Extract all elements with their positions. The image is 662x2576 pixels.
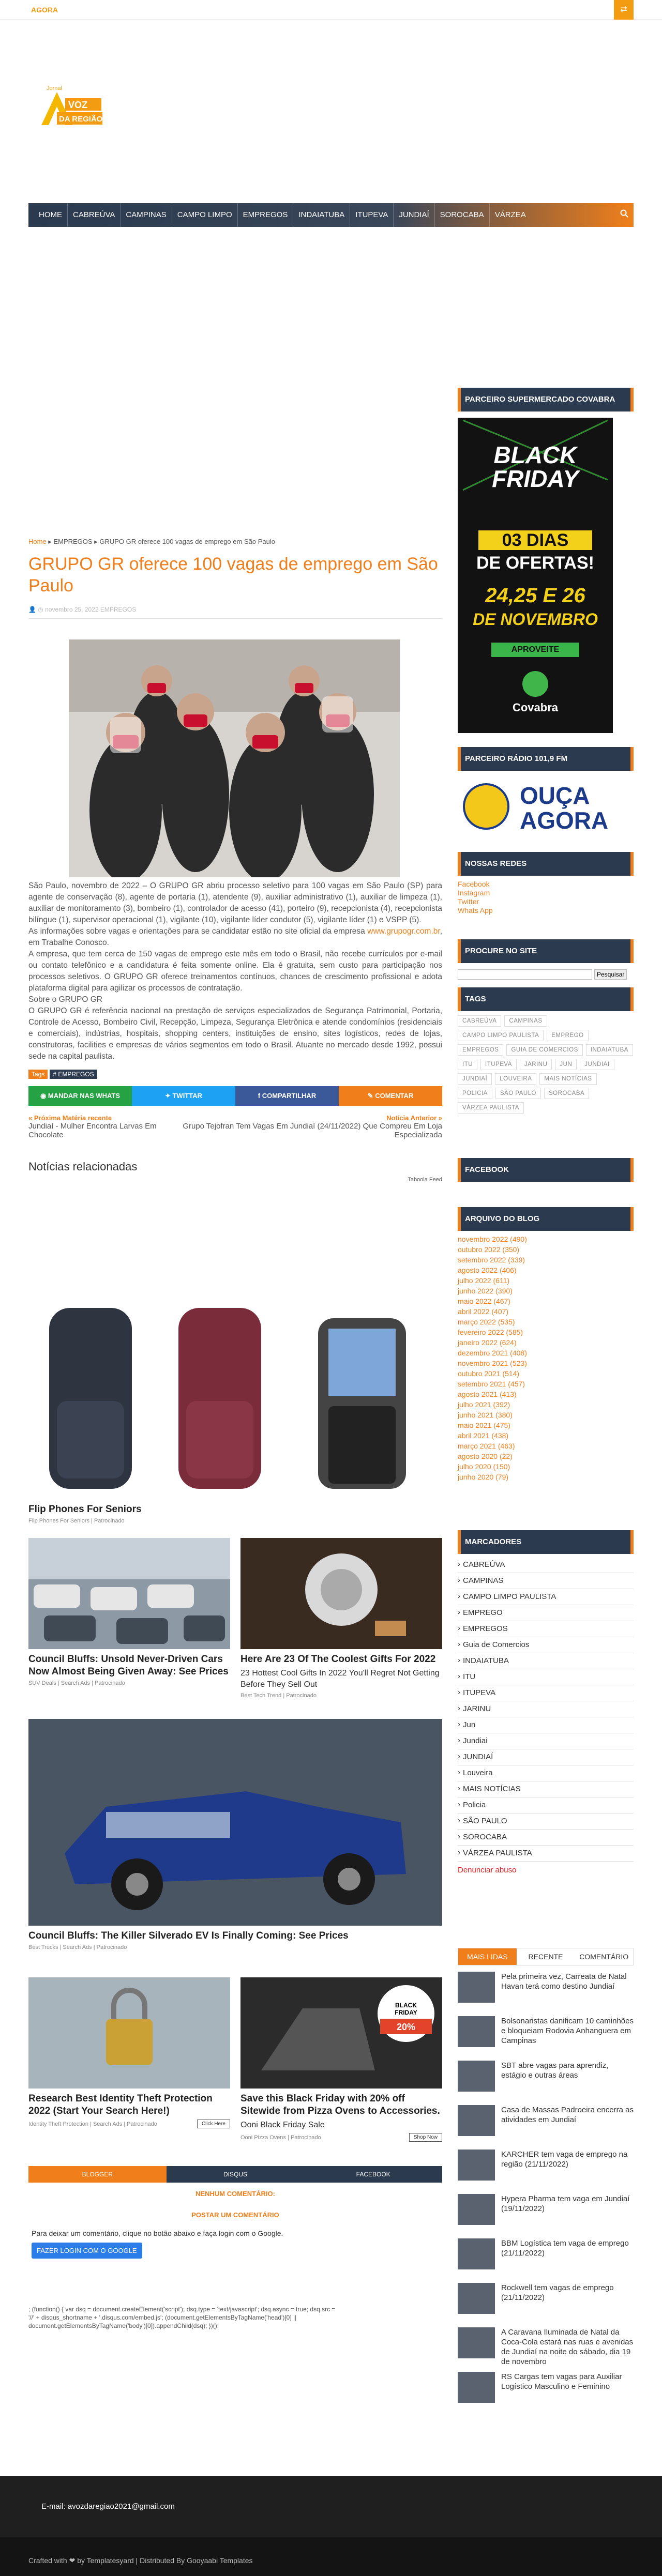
nav-campo-limpo[interactable]: CAMPO LIMPO	[172, 203, 238, 227]
covabra-logo-icon	[522, 671, 548, 697]
tag-item[interactable]: JARINU	[520, 1059, 552, 1070]
marker-item[interactable]: › EMPREGO	[458, 1605, 634, 1621]
popular-thumbnail	[458, 2194, 495, 2225]
comment-button[interactable]: ✎ COMENTAR	[339, 1086, 442, 1106]
widget-header: TAGS	[458, 987, 634, 1011]
archive-item[interactable]: agosto 2020 (22)	[458, 1452, 513, 1460]
ad-title[interactable]: Flip Phones For Seniors	[28, 1504, 142, 1515]
marker-item[interactable]: › ITUPEVA	[458, 1685, 634, 1701]
svg-text:BLACK: BLACK	[395, 2002, 417, 2009]
crumb-home[interactable]: Home	[28, 538, 47, 545]
nav-jundiai[interactable]: JUNDIAÍ	[394, 203, 434, 227]
ad-title[interactable]: Save this Black Friday with 20% off Sitewide from Pizza Ovens to Accessories.	[240, 2093, 440, 2116]
post-title: GRUPO GR oferece 100 vagas de emprego em São Paulo	[28, 554, 438, 596]
post-navigation	[28, 1114, 442, 1139]
social-twitter-link[interactable]: Twitter	[458, 897, 479, 906]
post-paragraph: A empresa, que tem cerca de 150 vagas de emprego este mês em todo o Brasil, não recebe currículos por e-mail ou contato telefônico e a candidatura é feita somente online. Ela é gratuita, sem custo para participação nos processos seletivos. O GRUPO GR oferece treinamentos contínuos, chances de crescimento profissional e adota plataforma digital para agilizar os processos de contratação.	[28, 950, 442, 993]
popular-thumbnail	[458, 2327, 495, 2358]
archive-item[interactable]: outubro 2021 (514)	[458, 1369, 520, 1378]
widget-header: PROCURE NO SITE	[458, 939, 634, 963]
tag-item[interactable]: JUN	[555, 1059, 577, 1070]
marker-item[interactable]: › VÁRZEA PAULISTA	[458, 1846, 634, 1862]
author-icon: 👤	[28, 606, 36, 613]
banner-month: DE NOVEMBRO	[473, 610, 598, 629]
marker-item[interactable]: › INDAIATUBA	[458, 1653, 634, 1669]
ad-card[interactable]	[240, 1538, 442, 1699]
post-paragraph: O GRUPO GR é referência nacional na prestação de serviços especializados de Segurança Patrimonial, Portaria, Controle de Acesso, Bombeiro Civil, Recepção, Limpeza, Segurança Eletrônica e atende condomínios (residenciais e comerciais), indústrias, hospitais, shopping centers, instituições de ensino, sites logísticos, redes de lojas, construtoras, facilities e empresas de vários segmentos em todo o Brasil. Atuante no mercado desde 1992, possui sede na capital paulista.	[28, 1007, 442, 1061]
archive-item[interactable]: setembro 2021 (457)	[458, 1380, 525, 1388]
ad-description: Ooni Black Friday Sale	[240, 2121, 325, 2129]
widget-header: PARCEIRO SUPERMERCADO COVABRA	[458, 388, 634, 411]
tab-disqus[interactable]: DISQUS	[167, 2166, 305, 2183]
popular-thumbnail	[458, 2061, 495, 2092]
marker-item[interactable]: › EMPREGOS	[458, 1621, 634, 1637]
archive-item[interactable]: novembro 2021 (523)	[458, 1359, 527, 1367]
ad-card[interactable]	[28, 1538, 230, 1686]
nav-sorocaba[interactable]: SOROCABA	[435, 203, 490, 227]
tab-facebook[interactable]: FACEBOOK	[304, 2166, 442, 2183]
sidebar-partner1	[458, 388, 634, 733]
popular-item[interactable]	[458, 2194, 634, 2232]
radio-logo-icon	[463, 783, 509, 830]
post-paragraph: Sobre o GRUPO GR	[28, 995, 102, 1004]
banner-dates: 24,25 E 26	[485, 584, 585, 607]
tag-item[interactable]: ITUPEVA	[480, 1059, 517, 1070]
share-facebook-button[interactable]: f COMPARTILHAR	[235, 1086, 339, 1106]
post-date: novembro 25, 2022 EMPREGOS	[45, 606, 137, 613]
marker-item[interactable]: › Louveira	[458, 1765, 634, 1781]
archive-list	[458, 1234, 634, 1482]
ad-image	[240, 1538, 442, 1649]
markers-list	[458, 1557, 634, 1862]
tab-recent[interactable]: RECENTE	[528, 1953, 563, 1961]
svg-text:20%: 20%	[396, 2022, 416, 2032]
report-abuse-link[interactable]: Denunciar abuso	[458, 1866, 517, 1874]
tag-item[interactable]: EMPREGO	[547, 1030, 588, 1041]
post-meta	[28, 606, 442, 619]
archive-item[interactable]: junho 2020 (79)	[458, 1473, 509, 1481]
popular-tabs	[458, 1948, 634, 1965]
social-facebook-link[interactable]: Facebook	[458, 880, 490, 888]
footer-email: E-mail: avozdaregiao2021@gmail.com	[41, 2502, 175, 2511]
popular-item[interactable]	[458, 2150, 634, 2188]
popular-item[interactable]	[458, 2283, 634, 2321]
tab-blogger[interactable]: BLOGGER	[28, 2166, 167, 2183]
sidebar-popular	[458, 1948, 634, 2410]
site-search-input[interactable]	[458, 969, 592, 980]
popular-item[interactable]	[458, 2372, 634, 2410]
taboola-label[interactable]: Taboola Feed	[408, 1177, 442, 1183]
archive-item[interactable]: maio 2022 (467)	[458, 1297, 510, 1305]
popular-title[interactable]: KARCHER tem vaga de emprego na região (21/11/2022)	[501, 2150, 628, 2169]
archive-item[interactable]: março 2021 (463)	[458, 1442, 515, 1450]
popular-item[interactable]	[458, 2327, 634, 2366]
footer	[0, 2476, 662, 2576]
banner-cta: APROVEITE	[491, 643, 579, 657]
marker-item[interactable]: › Jundiai	[458, 1733, 634, 1749]
sidebar-partner2	[458, 747, 634, 834]
ad-title[interactable]: Here Are 23 Of The Coolest Gifts For 2022	[240, 1654, 436, 1665]
svg-text:Jornal: Jornal	[47, 85, 62, 92]
google-login-button[interactable]: FAZER LOGIN COM O GOOGLE	[32, 2243, 142, 2259]
sidebar-search	[458, 939, 634, 980]
tag-item[interactable]: LOUVEIRA	[495, 1073, 536, 1085]
archive-item[interactable]: junho 2021 (380)	[458, 1411, 513, 1419]
popular-item[interactable]	[458, 2061, 634, 2099]
sidebar-markers	[458, 1530, 634, 1874]
nav-empregos[interactable]: EMPREGOS	[238, 203, 294, 227]
svg-text:DA REGIÃO: DA REGIÃO	[59, 115, 103, 124]
banner-offers: DE OFERTAS!	[476, 553, 594, 573]
post-image	[69, 639, 400, 877]
banner-black: BLACK	[493, 441, 577, 468]
popular-title[interactable]: BBM Logística tem vaga de emprego (21/11/2022)	[501, 2239, 629, 2258]
archive-item[interactable]: outubro 2022 (350)	[458, 1245, 520, 1254]
ad-source: Flip Phones For Seniors | Patrocinado	[28, 1518, 125, 1524]
archive-item[interactable]: dezembro 2021 (408)	[458, 1349, 527, 1357]
archive-item[interactable]: junho 2022 (390)	[458, 1287, 513, 1295]
tag-item[interactable]: ITU	[458, 1059, 477, 1070]
radio-slogan: OUÇA AGORA	[520, 782, 609, 834]
tag-item[interactable]: INDAIATUBA	[586, 1044, 633, 1056]
marker-item[interactable]: › CAMPO LIMPO PAULISTA	[458, 1589, 634, 1605]
popular-title[interactable]: A Caravana Iluminada de Natal da Coca-Cola estará nas ruas e avenidas de Jundiaí na noite do sábado, dia 19 de novembro	[501, 2328, 634, 2366]
topbar-label[interactable]: AGORA	[31, 6, 58, 14]
prev-post[interactable]: Notícia Anterior » Grupo Tejofran Tem Vagas Em Jundiaí (24/11/2022) Que Compreu Em Loja Especializada	[183, 1114, 442, 1139]
tag-item[interactable]: JUNDIAÍ	[458, 1073, 492, 1085]
ad-source: Ooni Pizza Ovens | Patrocinado	[240, 2134, 321, 2141]
popular-thumbnail	[458, 2105, 495, 2136]
marker-item[interactable]: › CAMPINAS	[458, 1573, 634, 1589]
ad-source: Best Trucks | Search Ads | Patrocinado	[28, 1944, 127, 1950]
marker-item[interactable]: › ITU	[458, 1669, 634, 1685]
share-bar	[28, 1086, 442, 1106]
banner-friday: FRIDAY	[492, 465, 579, 492]
post-paragraph: As informações sobre vagas e orientações para se candidatar estão no site oficial da empresa www.grupogr.com.br, em Trabalhe Conosco.	[28, 927, 442, 947]
sidebar-social	[458, 852, 634, 915]
post-area	[28, 538, 442, 1183]
banner-days: 03 DIAS	[478, 530, 592, 550]
ad-title[interactable]: Research Best Identity Theft Protection 2022 (Start Your Search Here!)	[28, 2093, 213, 2116]
ad-cta-button[interactable]: Click Here	[197, 2120, 230, 2128]
tag-item[interactable]: CAMPINAS	[504, 1015, 547, 1027]
comment-hint: Para deixar um comentário, clique no botão abaixo e faça login com o Google.	[32, 2229, 283, 2237]
main-nav	[28, 203, 634, 227]
related-title: Notícias relacionadas	[28, 1160, 138, 1173]
shuffle-icon[interactable]: ⇄	[614, 0, 634, 20]
widget-header: MARCADORES	[458, 1530, 634, 1554]
marker-item[interactable]: › Guia de Comercios	[458, 1637, 634, 1653]
share-twitter-button[interactable]: ✦ TWITTAR	[132, 1086, 235, 1106]
tag-item[interactable]: VÁRZEA PAULISTA	[458, 1102, 524, 1114]
archive-item[interactable]: janeiro 2022 (624)	[458, 1338, 517, 1347]
marker-item[interactable]: › SOROCABA	[458, 1830, 634, 1846]
ad-card[interactable]	[240, 1977, 442, 2142]
widget-header: NOSSAS REDES	[458, 852, 634, 876]
tag-item[interactable]: SOROCABA	[544, 1088, 589, 1099]
breadcrumb: Home ▸ EMPREGOS ▸ GRUPO GR oferece 100 vagas de emprego em São Paulo	[28, 538, 275, 545]
social-instagram-link[interactable]: Instagram	[458, 889, 490, 897]
marker-item[interactable]: › SÃO PAULO	[458, 1813, 634, 1830]
banner-brand: Covabra	[512, 701, 559, 714]
tag-item[interactable]: MAIS NOTÍCIAS	[539, 1073, 596, 1085]
site-logo[interactable]	[36, 83, 103, 132]
popular-item[interactable]	[458, 1972, 634, 2010]
social-whatsapp-link[interactable]: Whats App	[458, 906, 493, 914]
popular-title[interactable]: Rockwell tem vagas de emprego (21/11/2022)	[501, 2283, 614, 2302]
search-icon[interactable]	[620, 209, 628, 220]
archive-item[interactable]: julho 2021 (392)	[458, 1400, 510, 1409]
popular-title[interactable]: Casa de Massas Padroeira encerra as atividades em Jundiaí	[501, 2106, 634, 2124]
archive-item[interactable]: abril 2021 (438)	[458, 1431, 509, 1440]
tag-item[interactable]: CAMPO LIMPO PAULISTA	[458, 1030, 544, 1041]
post-comment-title: POSTAR UM COMENTÁRIO	[191, 2211, 279, 2219]
popular-item[interactable]	[458, 2105, 634, 2143]
tag-empregos[interactable]: # EMPREGOS	[50, 1070, 97, 1079]
popular-item[interactable]	[458, 2238, 634, 2277]
site-search-button[interactable]: Pesquisar	[594, 969, 627, 980]
popular-title[interactable]: Pela primeira vez, Carreata de Natal Havan terá como destino Jundiaí	[501, 1972, 627, 1991]
company-link[interactable]: www.grupogr.com.br	[367, 927, 440, 936]
no-comments-label: NENHUM COMENTÁRIO:	[195, 2190, 275, 2198]
post-paragraph: São Paulo, novembro de 2022 – O GRUPO GR abriu processo seletivo para 100 vagas em São Paulo (SP) para agente de conservação (8), agente de portaria (1), atendente (9), auxiliar administrativo (1), auxiliar de limpeza (1), auxiliar de monitoramento (3), bombeiro (1), controlador de acesso (41), porteiro (9), recepcionista (4), recepcionista bilíngue (1), supervisor operacional (1), vigilante (10), vigilante líder condutor (5), vigilante líder (1) e VSPP (5).	[28, 881, 442, 924]
post-tags	[28, 1070, 442, 1079]
nav-itupeva[interactable]: ITUPEVA	[350, 203, 394, 227]
crumb-category[interactable]: EMPREGOS	[53, 538, 93, 545]
nav-home[interactable]: HOME	[34, 203, 68, 227]
covabra-banner[interactable]	[458, 418, 613, 733]
ad-source: Identity Theft Protection | Search Ads | Patrocinado	[28, 2121, 157, 2127]
next-post[interactable]: « Próxima Matéria recente Jundiaí - Mulher Encontra Larvas Em Chocolate	[28, 1114, 157, 1139]
archive-item[interactable]: novembro 2022 (490)	[458, 1235, 527, 1243]
sidebar-facebook	[458, 1158, 634, 1182]
ad-image	[240, 1977, 442, 2089]
marker-item[interactable]: › CABREÚVA	[458, 1557, 634, 1573]
archive-item[interactable]: julho 2022 (611)	[458, 1276, 510, 1285]
tab-most-read[interactable]: MAIS LIDAS	[458, 1948, 517, 1965]
archive-item[interactable]: abril 2022 (407)	[458, 1307, 509, 1316]
archive-item[interactable]: fevereiro 2022 (585)	[458, 1328, 523, 1336]
marker-item[interactable]: › Jun	[458, 1717, 634, 1733]
ad-title[interactable]: Council Bluffs: Unsold Never-Driven Cars Now Almost Being Given Away: See Prices	[28, 1654, 229, 1677]
tags-label: Tags	[28, 1070, 48, 1079]
disqus-code: ; (function() { var dsq = document.createElement('script'); dsq.type = 'text/javascript'; dsq.async = true; dsq.src = '//' + disqus_shortname + '.disqus.com/embed.js'; (document.getElementsByTagName('head')[0] || document.getElementsByTagName('body')[0]).appendChild(dsq); })();	[28, 2306, 336, 2329]
comments-section	[28, 2166, 442, 2330]
archive-item[interactable]: março 2022 (535)	[458, 1318, 515, 1326]
tag-cloud	[458, 1015, 634, 1114]
clock-icon: ◷	[38, 606, 43, 613]
share-whatsapp-button[interactable]: ◉ MANDAR NAS WHATS	[28, 1086, 132, 1106]
archive-item[interactable]: agosto 2022 (406)	[458, 1266, 517, 1274]
popular-title[interactable]: Hypera Pharma tem vaga em Jundiaí (19/11/2022)	[501, 2194, 630, 2213]
nav-varzea[interactable]: VÁRZEA	[494, 210, 526, 219]
post-body	[28, 880, 442, 1062]
marker-item[interactable]: › JUNDIAÍ	[458, 1749, 634, 1765]
ad-card[interactable]	[28, 1977, 230, 2128]
popular-item[interactable]	[458, 2016, 634, 2054]
popular-thumbnail	[458, 1972, 495, 2003]
radio-banner[interactable]	[458, 778, 634, 834]
tag-item[interactable]: SÃO PAULO	[495, 1088, 541, 1099]
sidebar-tags	[458, 987, 634, 1114]
svg-text:FRIDAY: FRIDAY	[395, 2009, 417, 2016]
tag-item[interactable]: EMPREGOS	[458, 1044, 503, 1056]
ad-card[interactable]	[28, 1298, 442, 1524]
nav-indaiatuba[interactable]: INDAIATUBA	[293, 203, 350, 227]
ad-image	[28, 1538, 230, 1649]
tab-comments[interactable]: COMENTÁRIO	[579, 1953, 629, 1961]
popular-title[interactable]: RS Cargas tem vagas para Auxiliar Logístico Masculino e Feminino	[501, 2372, 622, 2391]
ad-cta-button[interactable]: Shop Now	[409, 2133, 442, 2142]
widget-header: FACEBOOK	[458, 1158, 634, 1182]
ad-image	[28, 1298, 442, 1499]
widget-header: PARCEIRO RÁDIO 101,9 FM	[458, 747, 634, 771]
popular-title[interactable]: SBT abre vagas para aprendiz, estágio e outras áreas	[501, 2061, 609, 2080]
archive-item[interactable]: agosto 2021 (413)	[458, 1390, 517, 1398]
sidebar-archive	[458, 1207, 634, 1482]
popular-thumbnail	[458, 2016, 495, 2047]
popular-thumbnail	[458, 2238, 495, 2269]
tag-item[interactable]: POLICIA	[458, 1088, 492, 1099]
ad-source: SUV Deals | Search Ads | Patrocinado	[28, 1680, 125, 1686]
nav-campinas[interactable]: CAMPINAS	[121, 203, 172, 227]
popular-title[interactable]: Bolsonaristas danificam 10 caminhões e bloqueiam Rodovia Anhanguera em Campinas	[501, 2017, 634, 2045]
ad-image	[28, 1719, 442, 1926]
tag-item[interactable]: CABREÚVA	[458, 1015, 501, 1027]
comment-tabs	[28, 2166, 442, 2183]
crumb-current: GRUPO GR oferece 100 vagas de emprego em São Paulo	[99, 538, 275, 545]
ad-title[interactable]: Council Bluffs: The Killer Silverado EV Is Finally Coming: See Prices	[28, 1930, 349, 1941]
marker-item[interactable]: › MAIS NOTÍCIAS	[458, 1781, 634, 1797]
nav-cabreuva[interactable]: CABREÚVA	[68, 203, 121, 227]
marker-item[interactable]: › Policia	[458, 1797, 634, 1813]
archive-item[interactable]: maio 2021 (475)	[458, 1421, 510, 1429]
marker-item[interactable]: › JARINU	[458, 1701, 634, 1717]
ad-source: Best Tech Trend | Patrocinado	[240, 1693, 317, 1699]
widget-header: ARQUIVO DO BLOG	[458, 1207, 634, 1231]
popular-thumbnail	[458, 2372, 495, 2403]
ad-card[interactable]	[28, 1719, 442, 1950]
popular-thumbnail	[458, 2150, 495, 2181]
top-bar	[0, 0, 662, 20]
tag-item[interactable]: GUIA DE COMERCIOS	[506, 1044, 582, 1056]
svg-text:VOZ: VOZ	[68, 100, 88, 110]
ad-description: 23 Hottest Cool Gifts In 2022 You'll Regret Not Getting Before They Sell Out	[240, 1669, 440, 1689]
archive-item[interactable]: setembro 2022 (339)	[458, 1256, 525, 1264]
ad-image	[28, 1977, 230, 2089]
popular-list	[458, 1972, 634, 2410]
footer-credit: Crafted with ❤ by Templatesyard | Distributed By Gooyaabi Templates	[28, 2556, 253, 2565]
archive-item[interactable]: julho 2020 (150)	[458, 1462, 510, 1471]
tag-item[interactable]: JUNDIAI	[580, 1059, 614, 1070]
popular-thumbnail	[458, 2283, 495, 2314]
